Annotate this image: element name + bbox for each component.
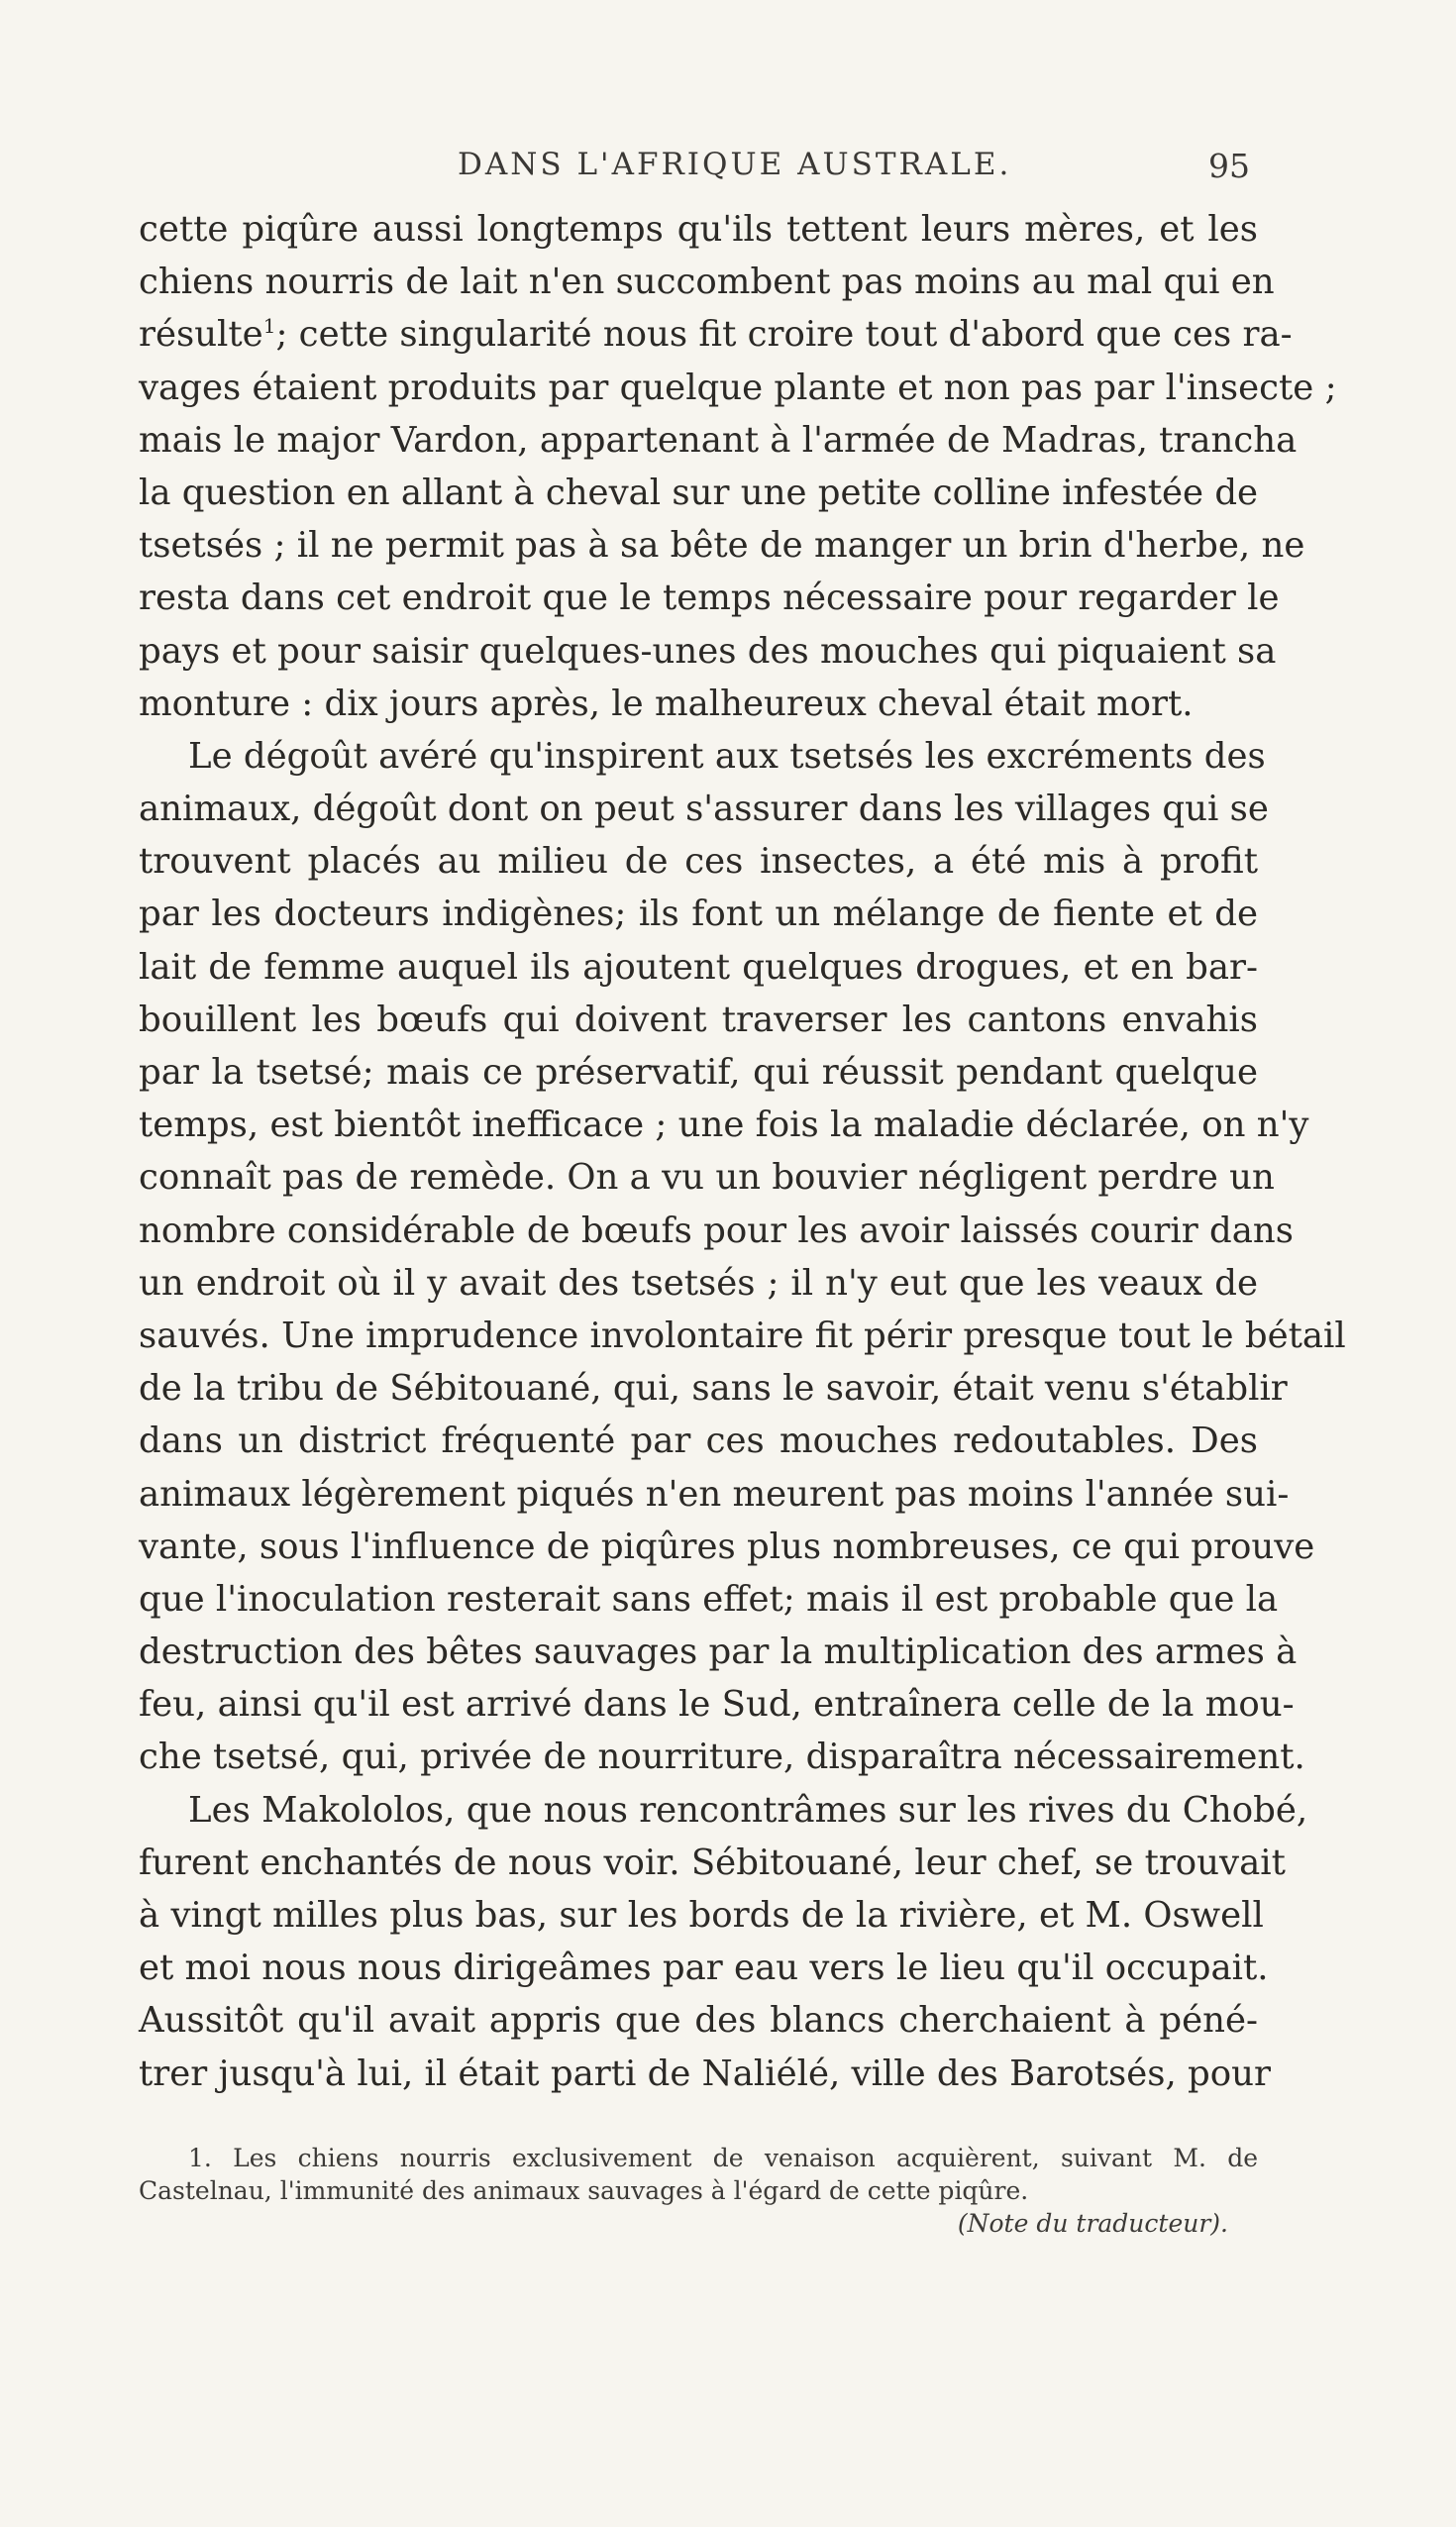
text-line: pays et pour saisir quelques-unes des mouches qui piquaient sa — [139, 630, 1277, 672]
text-line: resta dans cet endroit que le temps nécessaire pour regarder le — [139, 578, 1280, 619]
running-head — [139, 147, 1258, 196]
text-line: un endroit où il y avait des tsetsés ; il n'y eut que les veaux de — [139, 1262, 1258, 1304]
text-line: tsetsés ; il ne permit pas à sa bête de manger un brin d'herbe, ne — [139, 525, 1305, 567]
text-line: par les docteurs indigènes; ils font un mélange de fiente et de — [139, 894, 1258, 935]
body-text — [139, 203, 1346, 2100]
text-fragment: ; cette singularité nous fit croire tout d'abord que ces ra- — [275, 314, 1293, 356]
text-line: vante, sous l'influence de piqûres plus nombreuses, ce qui prouve — [139, 1526, 1315, 1567]
footnote — [139, 2142, 1258, 2240]
text-line: de la tribu de Sébitouané, qui, sans le savoir, était venu s'établir — [139, 1368, 1288, 1410]
text-line: que l'inoculation resterait sans effet; mais il est probable que la — [139, 1578, 1279, 1620]
text-line: à vingt milles plus bas, sur les bords de la rivière, et M. Oswell — [139, 1895, 1264, 1936]
text-line: la question en allant à cheval sur une petite colline infestée de — [139, 472, 1259, 513]
page-number: 95 — [1208, 147, 1250, 185]
text-line: vages étaient produits par quelque plante et non pas par l'insecte ; — [139, 367, 1337, 408]
text-line: trouvent placés au milieu de ces insectes, a été mis à profit — [139, 841, 1258, 883]
text-line: dans un district fréquenté par ces mouches redoutables. Des — [139, 1421, 1258, 1462]
text-line: bouillent les bœufs qui doivent traverser les cantons envahis — [139, 999, 1258, 1040]
running-head-title: DANS L'AFRIQUE AUSTRALE. — [458, 147, 1012, 182]
text-line: trer jusqu'à lui, il était parti de Naliélé, ville des Barotsés, pour — [139, 2053, 1271, 2094]
text-line: sauvés. Une imprudence involontaire fit périr presque tout le bétail — [139, 1315, 1346, 1356]
text-line: par la tsetsé; mais ce préservatif, qui réussit pendant quelque — [139, 1052, 1258, 1093]
text-line: et moi nous nous dirigeâmes par eau vers le lieu qu'il occupait. — [139, 1948, 1269, 1989]
text-line: Les Makololos, que nous rencontrâmes sur les rives du Chobé, — [188, 1789, 1308, 1831]
text-line: connaît pas de remède. On a vu un bouvier négligent perdre un — [139, 1157, 1275, 1199]
text-line: Aussitôt qu'il avait appris que des blancs cherchaient à péné- — [139, 2000, 1258, 2042]
text-line-with-note-ref — [139, 308, 1293, 361]
text-line: monture : dix jours après, le malheureux cheval était mort. — [139, 683, 1194, 724]
footnote-line: Castelnau, l'immunité des animaux sauvages à l'égard de cette piqûre. — [139, 2176, 1029, 2205]
text-line: nombre considérable de bœufs pour les avoir laissés courir dans — [139, 1210, 1294, 1251]
footnote-attribution: (Note du traducteur). — [957, 2209, 1228, 2238]
text-line: lait de femme auquel ils ajoutent quelques drogues, et en bar- — [139, 946, 1258, 988]
text-line: feu, ainsi qu'il est arrivé dans le Sud, entraînera celle de la mou- — [139, 1684, 1295, 1726]
text-line: animaux légèrement piqués n'en meurent pas moins l'année sui- — [139, 1473, 1290, 1515]
footnote-reference: 1 — [262, 314, 276, 339]
text-line: destruction des bêtes sauvages par la multiplication des armes à — [139, 1632, 1298, 1673]
text-fragment: résulte — [139, 314, 263, 356]
text-line: chiens nourris de lait n'en succombent pas moins au mal qui en — [139, 262, 1275, 303]
text-line: animaux, dégoût dont on peut s'assurer dans les villages qui se — [139, 789, 1269, 830]
text-line: temps, est bientôt inefficace ; une fois la maladie déclarée, on n'y — [139, 1105, 1309, 1146]
text-line: mais le major Vardon, appartenant à l'armée de Madras, trancha — [139, 419, 1298, 461]
text-line: che tsetsé, qui, privée de nourriture, disparaîtra nécessairement. — [139, 1737, 1305, 1778]
footnote-line: 1. Les chiens nourris exclusivement de venaison acquièrent, suivant M. de — [188, 2144, 1258, 2172]
text-line: furent enchantés de nous voir. Sébitouané, leur chef, se trouvait — [139, 1842, 1286, 1883]
text-line: cette piqûre aussi longtemps qu'ils tettent leurs mères, et les — [139, 209, 1258, 250]
text-line: Le dégoût avéré qu'inspirent aux tsetsés les excréments des — [188, 735, 1266, 777]
